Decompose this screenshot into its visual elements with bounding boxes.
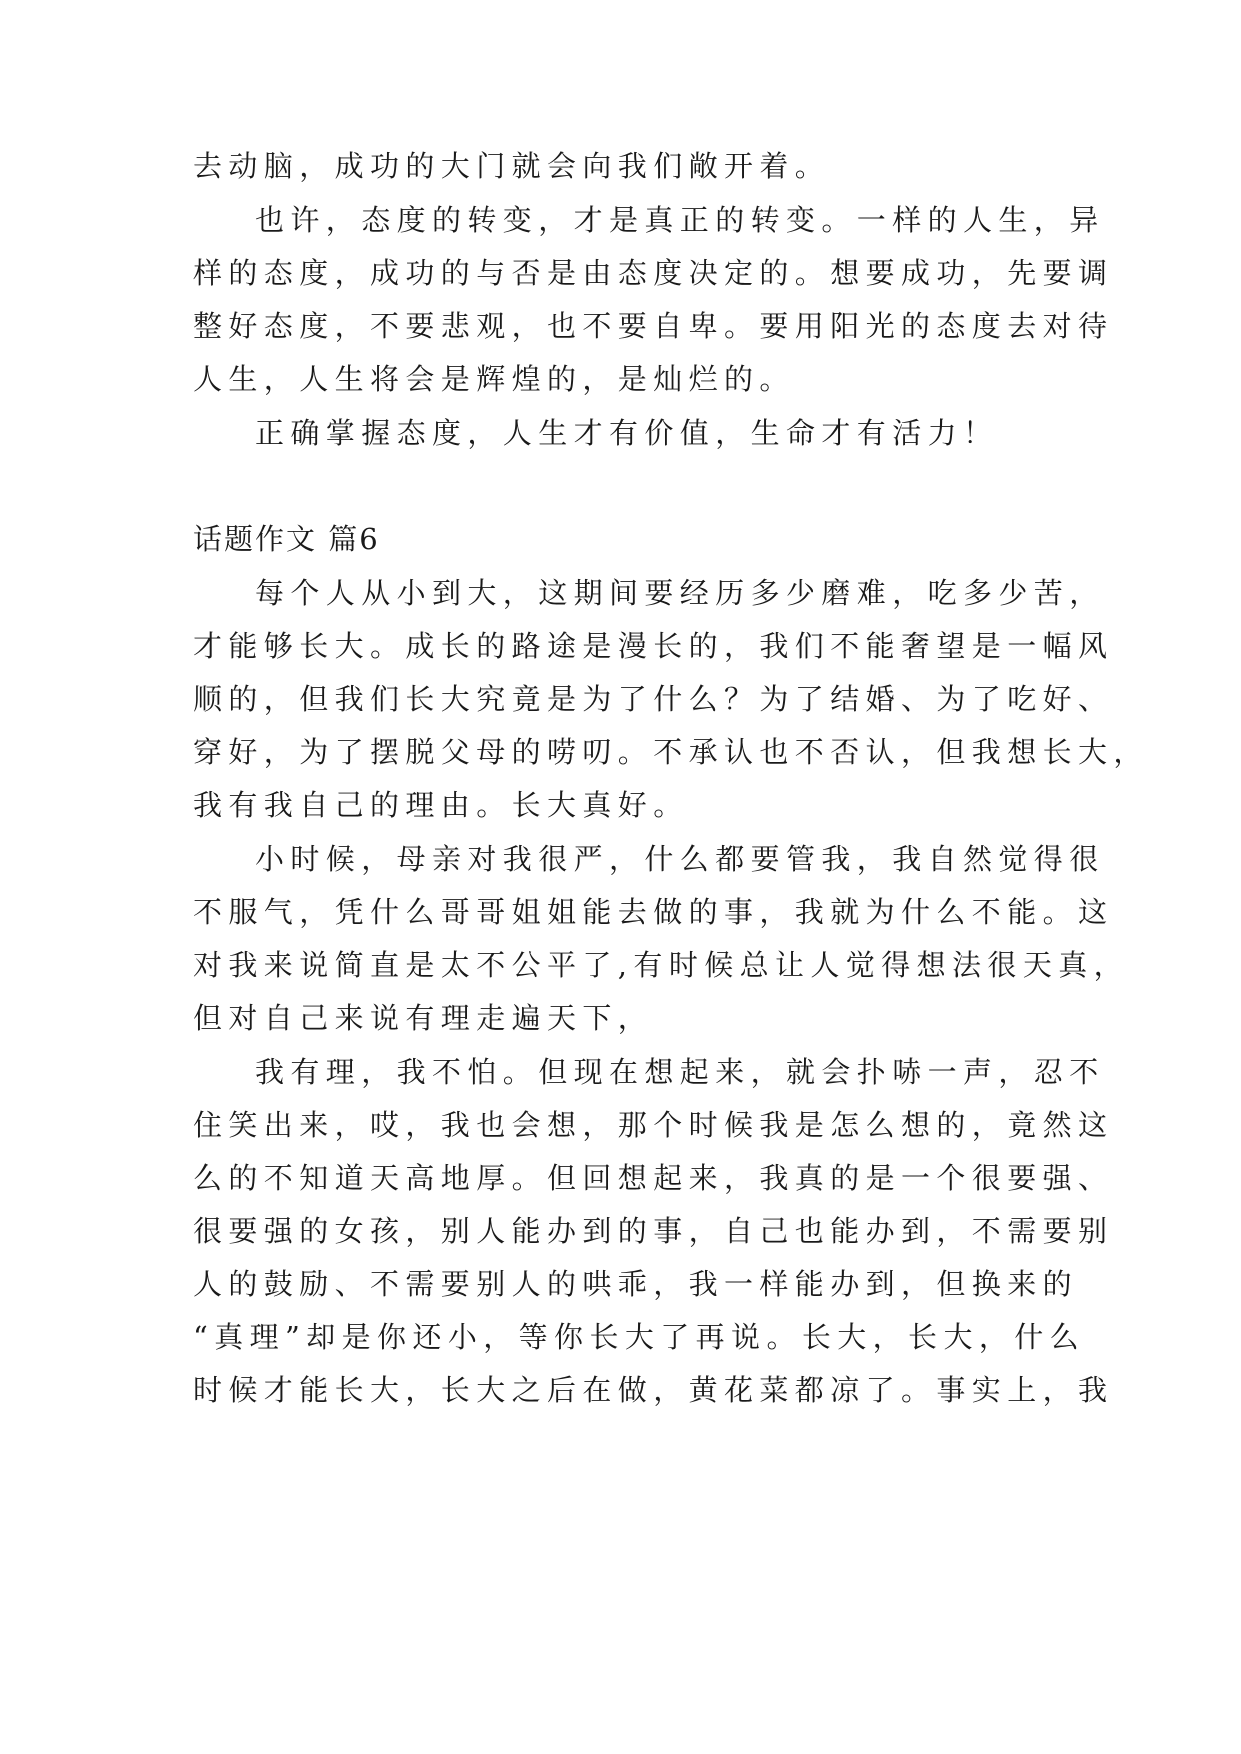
paragraph-line: 小时候，母亲对我很严，什么都要管我，我自然觉得很 xyxy=(255,842,1105,876)
paragraph-line: 每个人从小到大，这期间要经历多少磨难，吃多少苦， xyxy=(255,576,1105,610)
paragraph-line: 整好态度，不要悲观，也不要自卑。要用阳光的态度去对待 xyxy=(193,309,1114,343)
paragraph-line: 穿好，为了摆脱父母的唠叨。不承认也不否认，但我想长大， xyxy=(193,735,1149,769)
paragraph-line: 我有理，我不怕。但现在想起来，就会扑哧一声，忍不 xyxy=(255,1055,1105,1089)
paragraph-line: 正确掌握态度，人生才有价值，生命才有活力！ xyxy=(255,416,999,450)
paragraph-line: 不服气，凭什么哥哥姐姐能去做的事，我就为什么不能。这 xyxy=(193,895,1114,929)
paragraph-line: 对我来说简直是太不公平了,有时候总让人觉得想法很天真， xyxy=(193,948,1130,982)
section-heading: 话题作文 篇6 xyxy=(193,522,380,556)
paragraph-line: “真理”却是你还小，等你长大了再说。长大，长大，什么 xyxy=(193,1320,1086,1354)
paragraph-line: 样的态度，成功的与否是由态度决定的。想要成功，先要调 xyxy=(193,256,1114,290)
paragraph-line: 人的鼓励、不需要别人的哄乖，我一样能办到，但换来的 xyxy=(193,1267,1079,1301)
paragraph-line: 顺的，但我们长大究竟是为了什么？为了结婚、为了吃好、 xyxy=(193,682,1114,716)
paragraph-line: 住笑出来，哎，我也会想，那个时候我是怎么想的，竟然这 xyxy=(193,1108,1114,1142)
paragraph-line: 么的不知道天高地厚。但回想起来，我真的是一个很要强、 xyxy=(193,1161,1114,1195)
paragraph-line: 才能够长大。成长的路途是漫长的，我们不能奢望是一幅风 xyxy=(193,629,1114,663)
paragraph-line: 也许，态度的转变，才是真正的转变。一样的人生，异 xyxy=(255,203,1105,237)
paragraph-line: 去动脑，成功的大门就会向我们敞开着。 xyxy=(193,149,831,183)
paragraph-line: 时候才能长大，长大之后在做，黄花菜都凉了。事实上，我 xyxy=(193,1373,1114,1407)
paragraph-line: 但对自己来说有理走遍天下， xyxy=(193,1001,654,1035)
paragraph-line: 很要强的女孩，别人能办到的事，自己也能办到，不需要别 xyxy=(193,1214,1114,1248)
paragraph-line: 我有我自己的理由。长大真好。 xyxy=(193,788,689,822)
paragraph-line: 人生，人生将会是辉煌的，是灿烂的。 xyxy=(193,362,795,396)
